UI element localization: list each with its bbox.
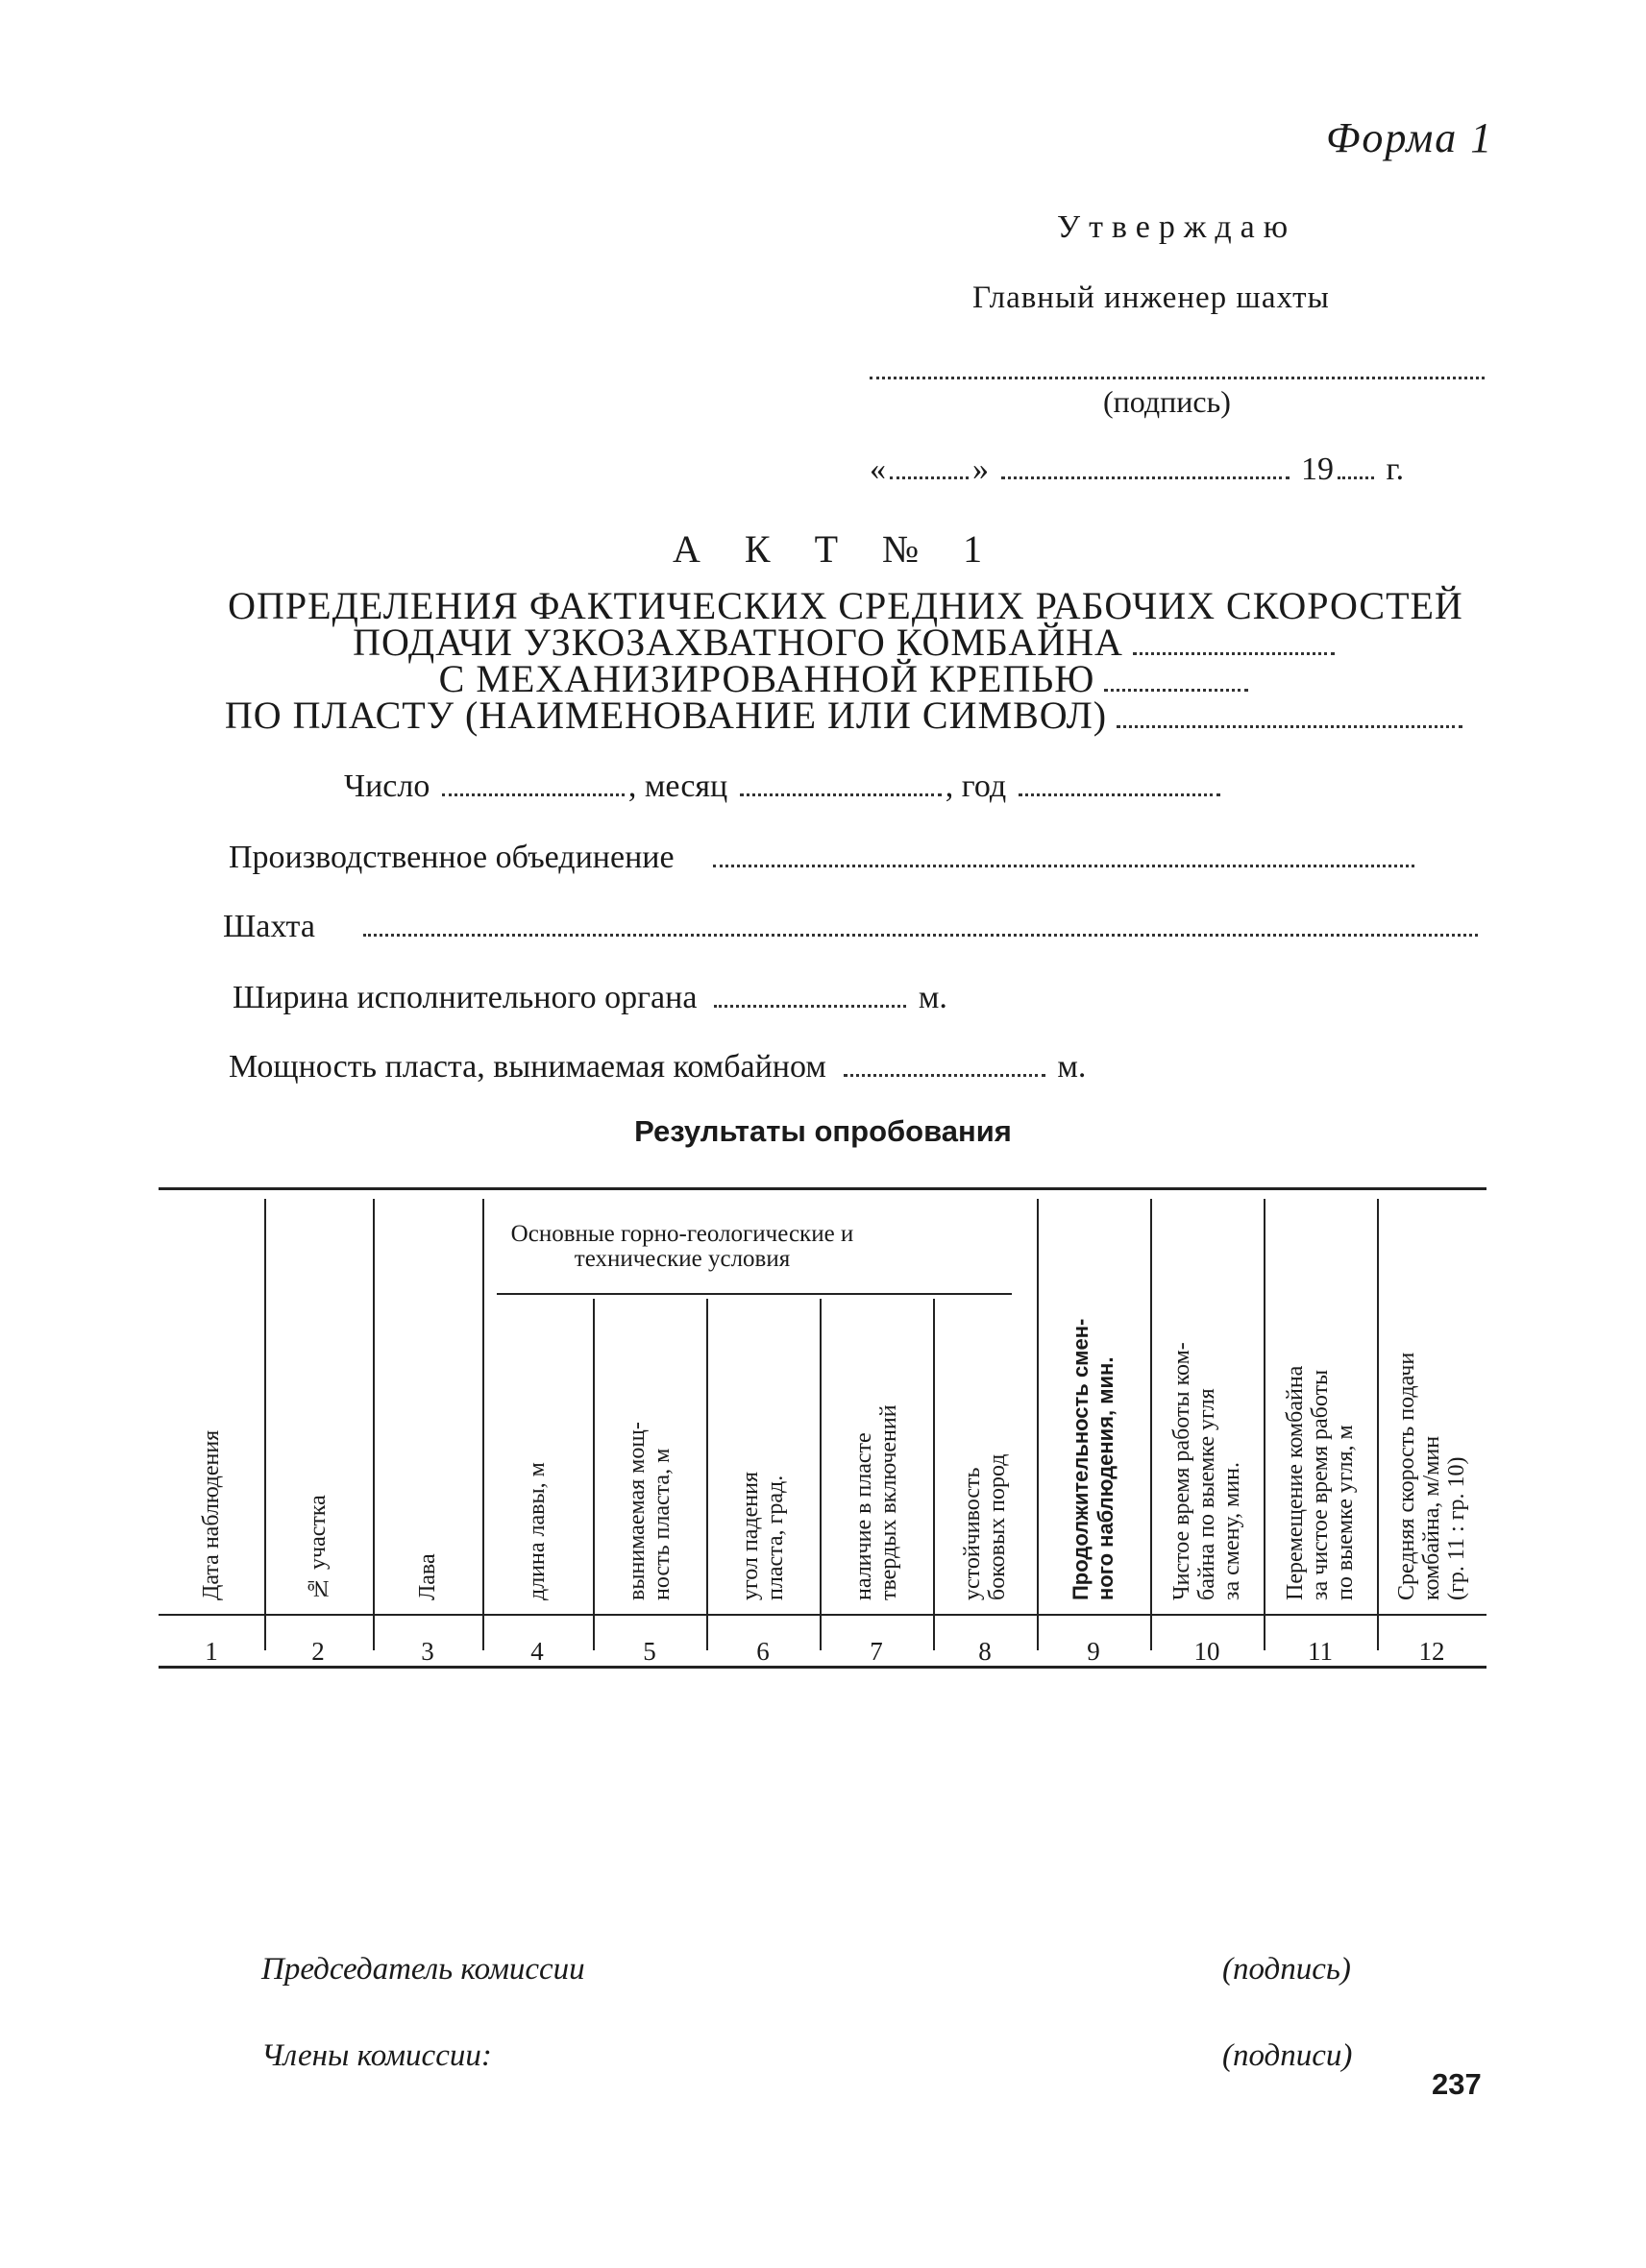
year-suffix: г.	[1386, 451, 1405, 487]
width-unit: м.	[918, 980, 947, 1015]
mine-label: Шахта	[223, 909, 315, 944]
signature-caption: (подпись)	[1103, 384, 1231, 419]
column-number-3: 3	[421, 1637, 434, 1666]
table-bottom-border	[159, 1666, 1486, 1669]
thickness-unit: м.	[1057, 1049, 1087, 1085]
col-divider	[482, 1199, 484, 1650]
column-header-11	[1283, 1199, 1358, 1600]
heading-line-4-row	[173, 694, 1518, 737]
association-field[interactable]	[713, 865, 1414, 867]
seam-blank[interactable]	[1117, 725, 1462, 728]
approval-date-row	[870, 451, 1404, 488]
results-title: Результаты опробования	[634, 1114, 1012, 1148]
chairman-label: Председатель комиссии	[261, 1952, 585, 1987]
column-header-line: устойчивость	[960, 1467, 985, 1600]
width-label: Ширина исполнительного органа	[233, 980, 698, 1015]
column-header-line: длина лавы, м	[525, 1462, 550, 1600]
column-header-6	[738, 1306, 788, 1600]
column-header-line: за чистое время работы	[1308, 1369, 1333, 1600]
chairman-signature[interactable]: (подпись)	[1222, 1952, 1351, 1987]
column-number-4: 4	[530, 1637, 544, 1666]
col-divider	[1150, 1199, 1152, 1650]
combine-blank[interactable]	[1133, 652, 1335, 655]
act-title: А К Т № 1	[673, 527, 1000, 571]
comma-2: ,	[945, 768, 954, 804]
form-label: Форма 1	[1326, 114, 1494, 161]
comma-1: ,	[627, 768, 637, 804]
column-header-line: байна по выемке угля	[1194, 1388, 1219, 1600]
column-header-line: пласта, град.	[763, 1475, 788, 1600]
column-header-line: (гр. 11 : гр. 10)	[1444, 1456, 1469, 1600]
heading-line-3-row	[173, 657, 1518, 700]
column-header-line: боковых пород	[985, 1453, 1010, 1600]
column-header-5	[625, 1306, 675, 1600]
column-number-8: 8	[978, 1637, 992, 1666]
month-blank[interactable]	[1001, 476, 1290, 479]
mine-field[interactable]	[363, 934, 1478, 937]
column-header-line: ность пласта, м	[650, 1448, 675, 1600]
column-header-line: Дата наблюдения	[199, 1429, 224, 1600]
column-number-9: 9	[1087, 1637, 1100, 1666]
column-number-5: 5	[643, 1637, 656, 1666]
width-row	[233, 980, 947, 1016]
column-header-line: Лава	[415, 1553, 440, 1600]
column-header-9	[1069, 1199, 1118, 1600]
year-blank[interactable]	[1338, 476, 1374, 479]
day-label: Число	[344, 768, 430, 804]
column-number-1: 1	[205, 1637, 218, 1666]
column-number-2: 2	[311, 1637, 325, 1666]
heading-line-1: ОПРЕДЕЛЕНИЯ ФАКТИЧЕСКИХ СРЕДНИХ РАБОЧИХ СКОРОСТЕЙ	[228, 584, 1463, 627]
day-field[interactable]	[442, 793, 625, 796]
column-header-12	[1394, 1199, 1469, 1600]
column-header-3	[415, 1207, 440, 1600]
month-field[interactable]	[740, 793, 942, 796]
thickness-field[interactable]	[844, 1074, 1045, 1077]
column-number-7: 7	[870, 1637, 883, 1666]
col-divider	[593, 1299, 595, 1650]
column-header-line: Чистое время работы ком-	[1169, 1342, 1194, 1600]
column-header-line: по выемке угля, м	[1333, 1425, 1358, 1600]
month-label: месяц	[644, 768, 728, 804]
column-header-line: Перемещение комбайна	[1283, 1365, 1308, 1600]
column-number-6: 6	[756, 1637, 770, 1666]
column-header-line: наличие в пласте	[851, 1432, 876, 1600]
mine-row	[223, 909, 1482, 945]
heading-line-2: ПОДАЧИ УЗКОЗАХВАТНОГО КОМБАЙНА	[353, 621, 1123, 664]
column-number-11: 11	[1308, 1637, 1333, 1666]
column-header-line: угол падения	[738, 1472, 763, 1600]
thickness-row	[229, 1049, 1086, 1085]
col-divider	[1264, 1199, 1265, 1650]
column-header-line: Средняя скорость подачи	[1394, 1352, 1419, 1600]
page-number: 237	[1432, 2067, 1482, 2101]
col-divider	[264, 1199, 266, 1650]
group-header: Основные горно-геологические и технические условия	[510, 1221, 854, 1272]
support-blank[interactable]	[1104, 689, 1248, 692]
day-blank[interactable]	[890, 476, 969, 479]
column-header-line: № участка	[306, 1495, 331, 1600]
year-label: год	[961, 768, 1007, 804]
column-number-12: 12	[1418, 1637, 1445, 1666]
column-header-2	[306, 1207, 331, 1600]
column-header-7	[851, 1306, 901, 1600]
column-header-8	[960, 1306, 1010, 1600]
col-divider	[820, 1299, 822, 1650]
column-header-line: Продолжительность смен-	[1069, 1318, 1093, 1600]
width-field[interactable]	[714, 1005, 906, 1008]
col-divider	[373, 1199, 375, 1650]
column-number-10: 10	[1193, 1637, 1220, 1666]
column-header-10	[1169, 1199, 1244, 1600]
column-header-line: ного наблюдения, мин.	[1093, 1356, 1118, 1600]
chief-engineer-label: Главный инженер шахты	[972, 280, 1330, 315]
column-header-line: за смену, мин.	[1219, 1462, 1244, 1600]
year-field[interactable]	[1019, 793, 1220, 796]
heading-line-2-row	[173, 621, 1518, 664]
column-header-line: комбайна, м/мин	[1419, 1435, 1444, 1600]
col-divider	[933, 1299, 935, 1650]
col-divider	[1037, 1199, 1039, 1650]
members-signature[interactable]: (подписи)	[1222, 2038, 1353, 2073]
association-row	[229, 840, 1418, 876]
table-header-bottom	[159, 1614, 1486, 1616]
association-label: Производственное объединение	[229, 840, 675, 875]
signature-line[interactable]	[870, 377, 1485, 379]
group-header-rule	[497, 1293, 1012, 1295]
members-label: Члены комиссии:	[261, 2038, 492, 2073]
column-header-4	[525, 1306, 550, 1600]
column-header-line: твердых включений	[876, 1404, 901, 1600]
date-close-quote: »	[972, 451, 989, 487]
heading-line-4: ПО ПЛАСТУ (НАИМЕНОВАНИЕ ИЛИ СИМВОЛ)	[224, 694, 1108, 737]
column-header-1	[199, 1207, 224, 1600]
heading-line-3: С МЕХАНИЗИРОВАННОЙ КРЕПЬЮ	[438, 657, 1095, 700]
act-heading	[173, 584, 1518, 737]
approve-label: Утверждаю	[1057, 209, 1297, 245]
table-top-border	[159, 1187, 1486, 1190]
date-open-quote: «	[870, 451, 886, 487]
date-fields-row	[344, 768, 1224, 805]
results-table	[159, 1187, 1486, 1668]
column-header-line: вынимаемая мощ-	[625, 1422, 650, 1600]
col-divider	[706, 1299, 708, 1650]
thickness-label: Мощность пласта, вынимаемая комбайном	[229, 1049, 826, 1085]
col-divider	[1377, 1199, 1379, 1650]
year-prefix: 19	[1301, 451, 1334, 487]
